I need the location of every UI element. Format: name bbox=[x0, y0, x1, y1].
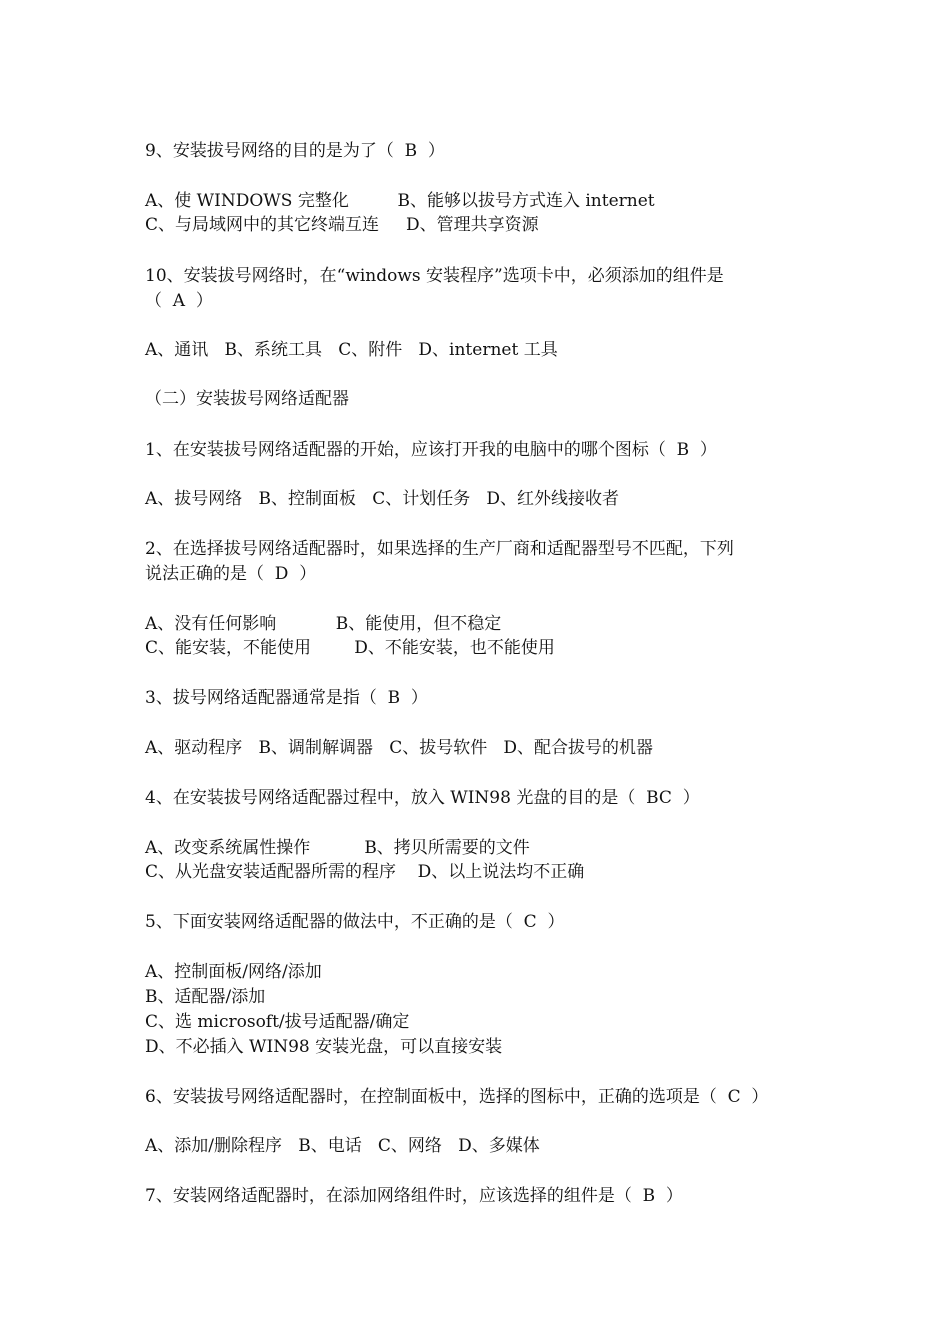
q2-options-ab: A、没有任何影响 B、能使用，但不稳定 bbox=[145, 614, 502, 634]
question-1: 1、在安装拔号网络适配器的开始，应该打开我的电脑中的哪个图标（ B ） bbox=[145, 440, 717, 460]
q5-option-c: C、选 microsoft/拔号适配器/确定 bbox=[145, 1012, 410, 1032]
question-3: 3、拔号网络适配器通常是指（ B ） bbox=[145, 688, 428, 708]
question-5: 5、下面安装网络适配器的做法中，不正确的是（ C ） bbox=[145, 912, 565, 932]
q5-option-b: B、适配器/添加 bbox=[145, 987, 266, 1007]
question-9: 9、安装拔号网络的目的是为了（ B ） bbox=[145, 141, 445, 161]
question-10-line2: （ A ） bbox=[145, 291, 213, 311]
section-heading: （二）安装拔号网络适配器 bbox=[145, 389, 349, 409]
question-2-line1: 2、在选择拔号网络适配器时，如果选择的生产厂商和适配器型号不匹配，下列 bbox=[145, 539, 734, 559]
q1-options: A、拔号网络 B、控制面板 C、计划任务 D、红外线接收者 bbox=[145, 489, 620, 509]
q5-option-d: D、不必插入 WIN98 安装光盘，可以直接安装 bbox=[145, 1037, 503, 1057]
q10-options: A、通讯 B、系统工具 C、附件 D、internet 工具 bbox=[145, 340, 558, 360]
question-10-line1: 10、安装拔号网络时，在“windows 安装程序”选项卡中，必须添加的组件是 bbox=[145, 266, 724, 286]
q2-options-cd: C、能安装，不能使用 D、不能安装，也不能使用 bbox=[145, 638, 555, 658]
q9-options-ab: A、使 WINDOWS 完整化 B、能够以拔号方式连入 internet bbox=[145, 191, 655, 211]
q9-options-cd: C、与局域网中的其它终端互连 D、管理共享资源 bbox=[145, 215, 539, 235]
q3-options: A、驱动程序 B、调制解调器 C、拔号软件 D、配合拔号的机器 bbox=[145, 738, 654, 758]
question-2-line2: 说法正确的是（ D ） bbox=[145, 564, 317, 584]
q4-options-cd: C、从光盘安装适配器所需的程序 D、以上说法均不正确 bbox=[145, 862, 585, 882]
q4-options-ab: A、改变系统属性操作 B、拷贝所需要的文件 bbox=[145, 838, 530, 858]
question-4: 4、在安装拔号网络适配器过程中，放入 WIN98 光盘的目的是（ BC ） bbox=[145, 788, 700, 808]
question-7: 7、安装网络适配器时，在添加网络组件时，应该选择的组件是（ B ） bbox=[145, 1186, 683, 1206]
q6-options: A、添加/删除程序 B、电话 C、网络 D、多媒体 bbox=[145, 1136, 540, 1156]
question-6: 6、安装拔号网络适配器时，在控制面板中，选择的图标中，正确的选项是（ C ） bbox=[145, 1087, 769, 1107]
q5-option-a: A、控制面板/网络/添加 bbox=[145, 962, 322, 982]
